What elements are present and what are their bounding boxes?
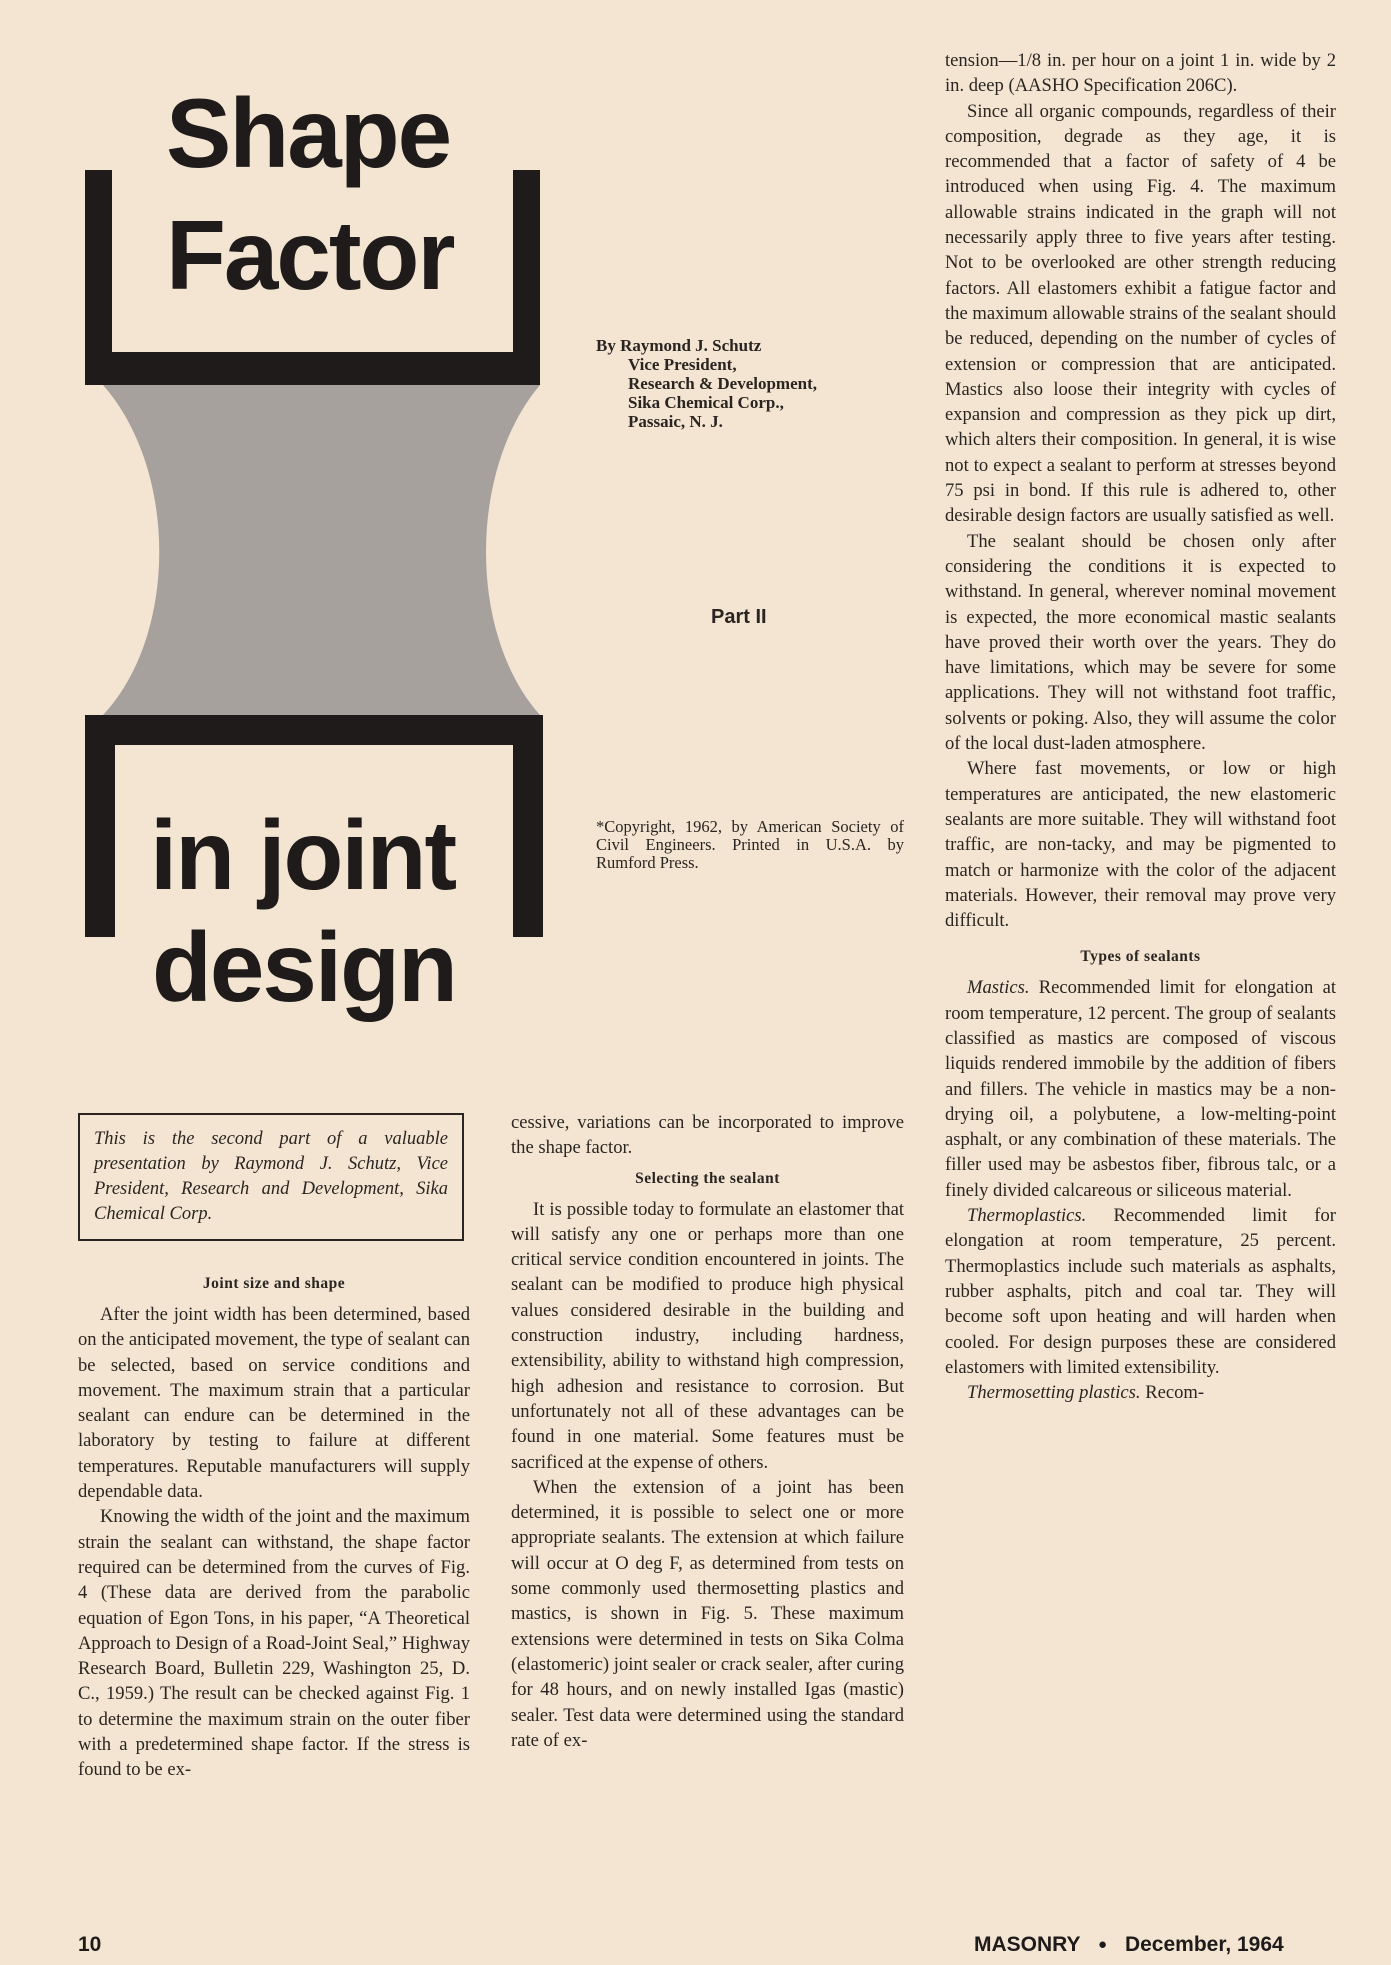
paragraph-thermoplastics bbox=[945, 1203, 1336, 1380]
paragraph: tension—1/8 in. per hour on a joint 1 in. wide by 2 in. deep (AASHO Specification 206C). bbox=[945, 50, 1336, 97]
copyright-note: *Copyright, 1962, by American Society of Civil Engineers. Printed in U.S.A. by Rumford Press. bbox=[596, 817, 904, 872]
paragraph-text: Recommended limit for elongation at room temperature, 12 percent. The group of sealants classified as mastics are composed of viscous liquids rendered immobile by the addition of fibers and fillers. The vehicle in mastics may be a non-drying oil, a polybutene, a low-melting-point asphalt, or any combination of these materials. The filler used may be asbestos fiber, fibrous talc, or a finely divided calcareous or siliceous material. bbox=[945, 977, 1336, 1201]
intro-text: This is the second part of a valuable presentation by Raymond J. Schutz, Vice President, Research and Development, Sika Chemical Corp. bbox=[94, 1129, 448, 1224]
footer-bullet: ● bbox=[1098, 1936, 1108, 1953]
paragraph: Knowing the width of the joint and the maximum strain the sealant can withstand, the shape factor required can be determined from the curves of Fig. 4 (These data are derived from the parabolic equation of Egon Tons, in his paper, “A Theoretical Approach to Design of a Road-Joint Seal,” Highway Research Board, Bulletin 229, Washington 25, D. C., 1959.) The result can be checked against Fig. 1 to determine the maximum strain on the outer fiber with a predetermined shape factor. If the stress is found to be ex- bbox=[78, 1506, 470, 1781]
paragraph: When the extension of a joint has been determined, it is possible to select one or more appropriate sealants. The extension at which failure will occur at O deg F, as determined from tests on some commonly used thermosetting plastics and mastics, is shown in Fig. 5. These maximum extensions were determined in tests on Sika Colma (elastomeric) joint sealer or crack sealer, after curing for 48 hours, and on newly installed Igas (mastic) sealer. Test data were determined using the standard rate of ex- bbox=[511, 1476, 904, 1751]
byline-line: Research & Development, bbox=[628, 374, 818, 393]
intro-box bbox=[78, 1113, 464, 1241]
byline-line: Sika Chemical Corp., bbox=[628, 393, 784, 412]
paragraph-mastics bbox=[945, 975, 1336, 1203]
page-number: 10 bbox=[78, 1933, 102, 1956]
column-1 bbox=[78, 1266, 470, 1783]
sealant-shape bbox=[103, 385, 540, 715]
title-line-in-joint: in joint bbox=[150, 800, 456, 910]
section-heading-types-of-sealants: Types of sealants bbox=[1080, 948, 1201, 966]
byline-line: By Raymond J. Schutz bbox=[596, 336, 762, 355]
paragraph: After the joint width has been determined, based on the anticipated movement, the type of sealant can be selected, based on service conditions and movement. The maximum strain that a particular sealant can endure can be determined in the laboratory by testing to failure at different temperatures. Reputable manufacturers will supply dependable data. bbox=[78, 1304, 470, 1503]
column-2 bbox=[511, 1110, 904, 1753]
term-thermosetting: Thermosetting plastics. bbox=[967, 1382, 1141, 1404]
publication-name: MASONRY bbox=[974, 1933, 1081, 1956]
paragraph: Where fast movements, or low or high temperatures are anticipated, the new elastomeric sealants are more suitable. They will withstand foot traffic, are non-tacky, and may be pigmented to match or harmonize with the color of the adjacent materials. However, their removal may prove very difficult. bbox=[945, 758, 1336, 932]
bracket-bottom-top bbox=[85, 715, 540, 745]
paragraph: The sealant should be chosen only after considering the conditions it is expected to withstand. In general, wherever nominal movement is expected, the more economical mastic sealants have proved their worth over the years. They do have limitations, which may be severe for some applications. They will not withstand foot traffic, solvents or poking. Also, they will assume the color of the local dust-laden atmosphere. bbox=[945, 530, 1336, 755]
footer-publication bbox=[974, 1933, 1284, 1957]
paragraph-text: Recommended limit for elongation at room temperature, 25 percent. Thermoplastics include such materials as asphalts, rubber asphalts, pitch and coal tar. They will become soft upon heating and will harden when cooled. For design purposes these are considered elastomers with limited extensibility. bbox=[945, 1205, 1336, 1378]
section-heading-selecting-sealant: Selecting the sealant bbox=[635, 1169, 780, 1187]
title-line-factor: Factor bbox=[166, 200, 454, 310]
column-3 bbox=[945, 48, 1336, 1405]
paragraph: Since all organic compounds, regardless of their composition, degrade as they age, it is recommended that a factor of safety of 4 be introduced when using Fig. 4. The maximum allowable strains indicated in the graph will not necessarily apply three to five years after testing. Not to be overlooked are other strength reducing factors. All elastomers exhibit a fatigue factor and the maximum allowable strains of the sealant should be reduced, depending on the number of cycles of extension or compression that are anticipated. Mastics also loose their integrity with cycles of expansion and compression as they pick up dirt, which alters their composition. In general, it is wise not to expect a sealant to perform at stresses beyond 75 psi in bond. If this rule is adhered to, other desirable design factors are usually satisfied as well. bbox=[945, 100, 1336, 527]
bracket-bottom-left-post bbox=[85, 715, 115, 937]
paragraph: cessive, variations can be incorporated to improve the shape factor. bbox=[511, 1112, 904, 1159]
paragraph-thermosetting bbox=[945, 1380, 1336, 1405]
term-mastics: Mastics. bbox=[967, 977, 1030, 999]
title-line-shape: Shape bbox=[166, 78, 451, 188]
title-line-design: design bbox=[152, 912, 456, 1022]
section-heading-joint-size: Joint size and shape bbox=[202, 1275, 346, 1292]
byline-line: Passaic, N. J. bbox=[628, 412, 723, 431]
bracket-top-base bbox=[85, 352, 540, 385]
bracket-bottom-right-post bbox=[513, 715, 543, 937]
author-byline bbox=[596, 336, 926, 431]
paragraph: It is possible today to formulate an elastomer that will satisfy any one or perhaps more than one critical service condition encountered in joints. The sealant can be modified to produce high physical values considered desirable in the building and construction industry, including hardness, extensibility, ability to withstand high compression, high adhesion and resistance to corrosion. But unfortunately not all of these advantages can be found in one material. Some features must be sacrificed at the expense of others. bbox=[511, 1198, 904, 1473]
publication-date: December, 1964 bbox=[1124, 1933, 1284, 1956]
paragraph-text: Recom- bbox=[1145, 1382, 1205, 1404]
part-label: Part II bbox=[711, 606, 767, 628]
term-thermoplastics: Thermoplastics. bbox=[967, 1205, 1087, 1227]
byline-line: Vice President, bbox=[628, 355, 737, 374]
